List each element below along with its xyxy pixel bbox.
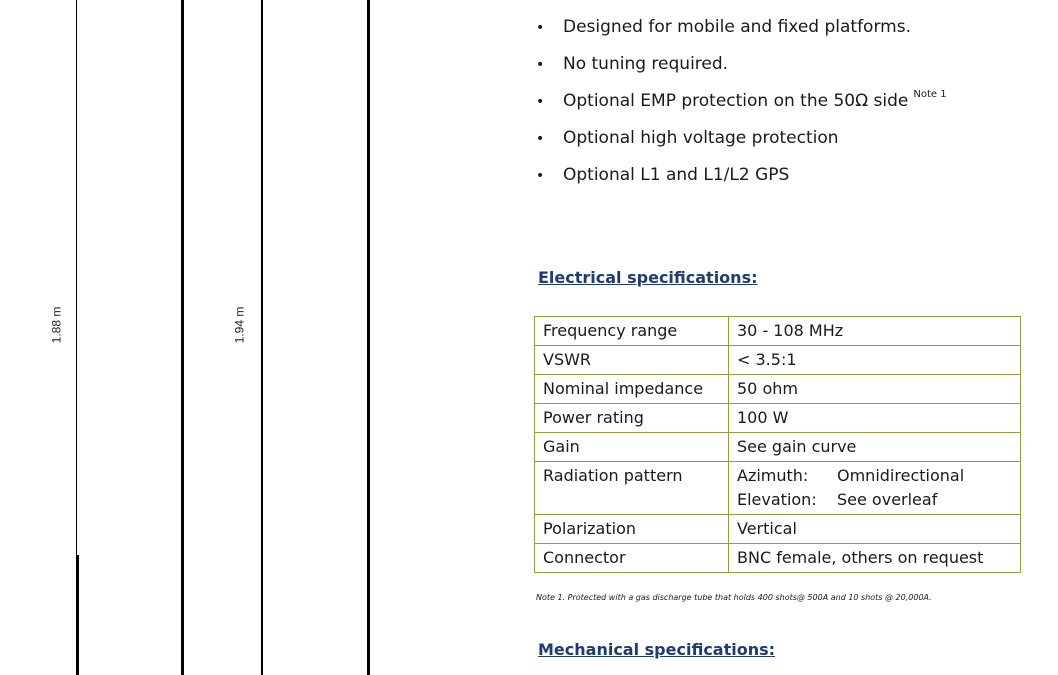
table-row: [535, 462, 1021, 515]
spec-value: 100 W: [729, 404, 1021, 433]
elevation-value: See overleaf: [837, 490, 938, 509]
mast-outline: [76, 555, 79, 675]
spec-key: Radiation pattern: [535, 462, 729, 515]
feature-text: Optional high voltage protection: [563, 128, 839, 148]
spec-value: < 3.5:1: [729, 346, 1021, 375]
mast-outline: [367, 0, 370, 675]
elevation-line: [737, 488, 1012, 512]
antenna-drawing: [0, 0, 520, 675]
spec-value: 50 ohm: [729, 375, 1021, 404]
spec-key: Gain: [535, 433, 729, 462]
mechanical-specs-heading: Mechanical specifications:: [538, 640, 776, 659]
spec-key: Connector: [535, 544, 729, 573]
bullet-icon: •: [536, 168, 545, 184]
spec-value: [729, 462, 1021, 515]
table-row: [535, 375, 1021, 404]
spec-key: VSWR: [535, 346, 729, 375]
spec-value: Vertical: [729, 515, 1021, 544]
feature-text: Optional L1 and L1/L2 GPS: [563, 165, 790, 185]
dimension-label-1: 1.88 m: [49, 306, 64, 344]
spec-key: Power rating: [535, 404, 729, 433]
electrical-specs-heading: Electrical specifications:: [538, 268, 758, 287]
bullet-icon: •: [536, 131, 545, 147]
feature-text: Designed for mobile and fixed platforms.: [563, 17, 911, 37]
bullet-icon: •: [536, 57, 545, 73]
table-row: [535, 515, 1021, 544]
table-row: [535, 346, 1021, 375]
table-row: [535, 404, 1021, 433]
list-item: [536, 52, 728, 76]
footnote: Note 1. Protected with a gas discharge tube that holds 400 shots@ 500A and 10 shots @ 20,000A.: [536, 593, 932, 602]
table-row: [535, 317, 1021, 346]
bullet-icon: •: [536, 20, 545, 36]
elevation-label: Elevation:: [737, 490, 817, 509]
spec-value: BNC female, others on request: [729, 544, 1021, 573]
note-reference: Note 1: [913, 89, 947, 100]
mast-outline: [181, 0, 184, 675]
spec-key: Frequency range: [535, 317, 729, 346]
azimuth-line: [737, 464, 1012, 488]
list-item: [536, 163, 789, 187]
dimension-label-2: 1.94 m: [232, 306, 247, 344]
spec-key: Polarization: [535, 515, 729, 544]
mast-outline: [261, 0, 263, 675]
list-item: [536, 89, 947, 113]
azimuth-label: Azimuth:: [737, 466, 809, 485]
table-row: [535, 544, 1021, 573]
electrical-specs-table: [534, 316, 1021, 573]
bullet-icon: •: [536, 94, 545, 110]
table-row: [535, 433, 1021, 462]
azimuth-value: Omnidirectional: [837, 466, 965, 485]
dimension-line: [76, 0, 77, 555]
list-item: [536, 126, 839, 150]
feature-text: No tuning required.: [563, 54, 729, 74]
list-item: [536, 15, 911, 39]
feature-text: Optional EMP protection on the 50Ω side: [563, 91, 909, 111]
spec-value: 30 - 108 MHz: [729, 317, 1021, 346]
spec-value: See gain curve: [729, 433, 1021, 462]
spec-key: Nominal impedance: [535, 375, 729, 404]
